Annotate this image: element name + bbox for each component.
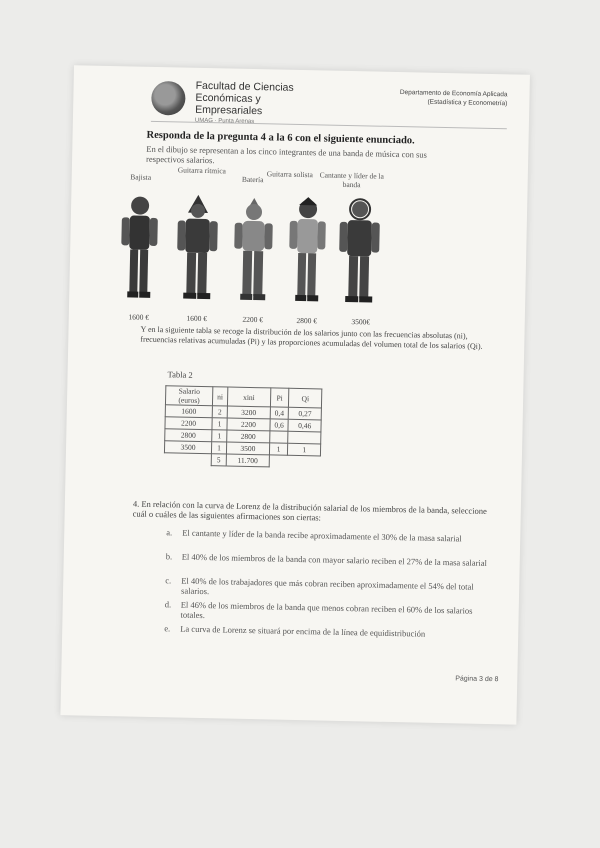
table-cell: 5 <box>211 454 226 466</box>
statement-title: Responda de la pregunta 4 a la 6 con el siguiente enunciado. <box>146 129 415 147</box>
table-label: Tabla 2 <box>167 369 193 380</box>
member-salary: 1600 € <box>128 312 150 322</box>
table-cell: 2 <box>212 406 227 418</box>
faculty-line-2: Económicas y Empresariales <box>195 91 263 118</box>
department-line-1: Departamento de Economía Aplicada <box>399 89 508 99</box>
table-cell: 2800 <box>165 429 212 442</box>
salary-table <box>164 385 323 468</box>
table-cell: 1 <box>212 430 227 442</box>
member-role: Bajista <box>130 172 152 182</box>
answer-option-b[interactable] <box>165 551 492 568</box>
table-cell: 1600 <box>165 405 212 418</box>
faculty-subtitle: UMAG · Punta Arenas <box>194 117 255 126</box>
option-letter: d. <box>164 599 172 610</box>
option-text: El 40% de los miembros de la banda con mayor salario reciben el 27% de la masa salarial <box>181 551 488 568</box>
answer-option-e[interactable] <box>164 623 490 640</box>
table-cell: 0,4 <box>270 407 289 419</box>
singer-figure-icon <box>335 196 383 305</box>
bassist-figure-icon <box>115 191 163 300</box>
table-cell: 2200 <box>165 417 212 430</box>
table-header: Salario (euros) <box>165 386 212 406</box>
option-text: La curva de Lorenz se situará por encima de la línea de equidistribución <box>180 623 426 639</box>
table-cell <box>269 455 288 467</box>
faculty-name <box>195 80 326 129</box>
table-cell: 0,6 <box>270 419 289 431</box>
question-text: En relación con la curva de Lorenz de la distribución salarial de los miembros de la banda, seleccione cuál o cuáles de las siguientes afirmaciones son ciertas: <box>132 498 487 523</box>
table-cell: 2800 <box>227 430 270 443</box>
table-cell: 1 <box>211 442 226 454</box>
member-role: Cantante y líder de la banda <box>319 170 384 190</box>
table-header: Qi <box>289 388 322 408</box>
table-intro-paragraph: Y en la siguiente tabla se recoge la distribución de los salarios junto con las frecuencias absolutas (ni), frecuencias relativas acumuladas (Pi) y las proporciones acumuladas del volumen total de los salarios (Qi). <box>140 324 483 351</box>
table-header: ni <box>212 387 227 406</box>
table-cell: 2200 <box>227 418 270 431</box>
lead-guitar-figure-icon <box>283 195 331 304</box>
table-cell <box>164 453 211 466</box>
table-cell: 0,27 <box>288 407 321 420</box>
department-name <box>357 87 507 108</box>
option-text: El cantante y líder de la banda recibe aproximadamente el 30% de la masa salarial <box>182 527 462 544</box>
member-salary: 3500€ <box>351 317 371 327</box>
table-header: xini <box>227 387 270 407</box>
member-role: Guitarra rítmica <box>177 165 227 176</box>
table-total-row <box>164 453 320 468</box>
table-cell: 1 <box>288 443 321 456</box>
table-cell: 1 <box>212 418 227 430</box>
member-salary: 2800 € <box>296 315 318 326</box>
member-salary: 1600 € <box>186 313 208 324</box>
table-cell: 3200 <box>227 406 270 419</box>
option-letter: e. <box>164 623 171 634</box>
option-text: El 46% de los miembros de la banda que menos cobran reciben el 60% de los salarios totales. <box>180 599 473 621</box>
member-salary: 2200 € <box>242 314 264 325</box>
option-letter: b. <box>165 551 173 562</box>
answer-option-a[interactable] <box>166 527 492 544</box>
table-cell <box>287 455 320 468</box>
table-cell: 0,46 <box>288 419 321 432</box>
rhythm-guitar-figure-icon <box>173 192 221 301</box>
document-page <box>60 65 530 724</box>
faculty-line-1: Facultad de Ciencias <box>195 79 294 94</box>
table-cell <box>288 431 321 444</box>
table-cell: 1 <box>269 443 288 455</box>
option-text: El 40% de los trabajadores que más cobran reciben aproximadamente el 54% del total salarios. <box>180 575 474 597</box>
table-header-row <box>165 386 322 408</box>
page-number: Página 3 de 8 <box>455 675 499 684</box>
table-cell: 3500 <box>226 442 269 455</box>
department-line-2: (Estadística y Econometría) <box>427 98 508 108</box>
table-cell: 3500 <box>164 441 211 454</box>
option-letter: c. <box>165 575 172 586</box>
table-cell <box>270 431 289 443</box>
answer-option-d[interactable] <box>164 599 490 626</box>
answer-option-c[interactable] <box>165 575 491 602</box>
option-letter: a. <box>166 527 173 538</box>
drummer-figure-icon <box>229 194 277 303</box>
question-4 <box>133 499 493 527</box>
table-cell: 11.700 <box>226 454 269 467</box>
question-number: 4. <box>132 498 140 509</box>
university-logo-icon <box>151 81 186 116</box>
statement-intro: En el dibujo se representan a los cinco integrantes de una banda de música con sus respectivos salarios. <box>146 143 428 166</box>
member-role: Guitarra solista <box>266 169 313 180</box>
table-header: Pi <box>270 388 289 407</box>
member-role: Batería <box>241 174 264 185</box>
